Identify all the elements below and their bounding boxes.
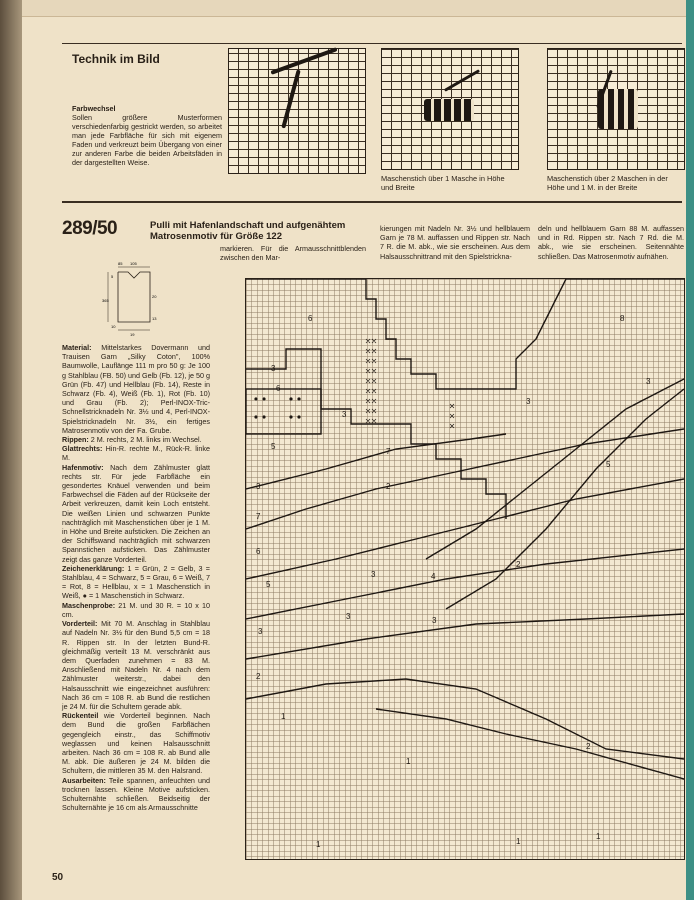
section-divider — [62, 201, 682, 203]
instructions-column-3: kierungen mit Nadeln Nr. 3½ und hellblauem Garn je 78 M. auffassen und Rippen str. Nach 7 R. die M. abk., wie sie erscheinen. Aus dem Halsausschnittrand mit den Spielstrickna- — [380, 224, 530, 261]
page-top-band — [22, 0, 686, 17]
schem-label-8: 10 — [111, 324, 116, 329]
pattern-title: Pulli mit Hafenlandschaft und aufgenähtem Matrosenmotiv für Größe 122 — [150, 220, 346, 242]
color-change-body: Sollen größere Musterformen verschiedenfarbig gestrickt werden, so arbeitet man jede Farbfläche für sich mit eigenem Faden und verkreuzt beim Übergang von einer zur anderen Farbe die beiden Arbeitsfäden in der dargestellten Weise. — [72, 113, 222, 167]
instruction-label: Vorderteil: — [62, 619, 98, 629]
instruction-label: Material: — [62, 343, 92, 352]
chart-color-label: 5 — [271, 442, 276, 451]
instruction-label: Glattrechts: — [62, 444, 103, 454]
chart-color-label: 6 — [256, 547, 261, 556]
illustration-duplicate-stitch-2 — [547, 48, 685, 170]
chart-color-label: 2 — [586, 742, 591, 751]
instruction-text: Mittelstarkes Dovermann und Trauisen Garn „Silky Coton", 100% Baumwolle, Lauflänge 111 m pro 50 g: Je 100 g Stahlblau (FB. 50) und Gelb (Fb. 12), je 50 g Grün (Fb. 47) und Hellblau (Fb. 14), Reste in Schwarz (Fb. 4), Weiß (Fb. 1), Rot (Fb. 10) und Grau (Fb. 2); Perl-INOX-Tric-Schnellstricknadeln Nr. 3½ und 4, Perl-INOX-Spielstricknadeln Nr. 3½, ein fertiges Matrosenmotiv von der Fa. Grube. — [62, 343, 210, 435]
instructions-column-2: markieren. Für die Armausschnittblenden zwischen den Mar- — [220, 244, 366, 263]
instruction-label: Rippen: — [62, 435, 89, 445]
instruction-paragraph — [62, 463, 210, 564]
chart-color-label: 1 — [406, 757, 411, 766]
instruction-paragraph — [62, 601, 210, 619]
instruction-text: Mit 70 M. Anschlag in Stahlblau auf Nadeln Nr. 3½ für den Bund 5,5 cm = 18 R. Rippen str. In der letzten Bund-R. gleichmäßig verteilt 13 M. verschränkt aus dem Querfaden zunehmen = 83 M. Anschließend mit Nadeln Nr. 4 nach dem Zählmuster weiterstr., dabei den Halsausschnitt wie eingezeichnet ausführen: Nach 36 cm = 108 R. ab Bund die restlichen je 24 M. für die Schultern gerade abk. — [62, 619, 210, 711]
chart-color-label: 6 — [308, 314, 313, 323]
instruction-paragraph — [62, 444, 210, 462]
chart-color-label: 1 — [316, 840, 321, 849]
chart-color-label: 5 — [606, 460, 611, 469]
garment-schematic — [100, 262, 170, 337]
chart-color-label: 7 — [386, 447, 391, 456]
instruction-text: Hin-R. rechte M., Rück-R. linke M. — [62, 444, 210, 463]
chart-color-label: 3 — [371, 570, 376, 579]
instruction-label: Hafenmotiv: — [62, 462, 104, 472]
caption-1: Maschenstich über 1 Masche in Höhe und Breite — [381, 174, 505, 192]
chart-color-label: 3 — [432, 616, 437, 625]
chart-color-label: 3 — [526, 397, 531, 406]
schem-label-2: 105 — [130, 262, 137, 266]
schem-label-7: 19 — [130, 332, 135, 337]
instruction-text: 21 M. und 30 R. = 10 x 10 cm. — [62, 600, 210, 619]
instruction-label: Maschenprobe: — [62, 600, 116, 610]
pattern-number: 289/50 — [62, 218, 118, 239]
chart-color-label: 3 — [271, 364, 276, 373]
instruction-label: Rückenteil — [62, 711, 99, 721]
instruction-label: Ausarbeiten: — [62, 775, 106, 785]
instructions-column-1 — [62, 343, 210, 812]
instruction-text: 1 = Grün, 2 = Gelb, 3 = Stahlblau, 4 = Schwarz, 5 = Grau, 6 = Weiß, 7 = Rot, 8 = Hellblau, x = 1 Maschenstich in Weiß, ● = 1 Maschenstich in Schwarz. — [62, 563, 210, 601]
top-rule — [62, 43, 682, 44]
knitting-chart — [245, 278, 685, 860]
instructions-column-4: deln und hellblauem Garn 88 M. auffassen und in Rd. Rippen str. Nach 7 Rd. die M. abk., wie sie erscheinen. Seitennähte schließen. Das Matrosenmotiv aufnähen. — [538, 224, 684, 261]
instruction-paragraph — [62, 776, 210, 813]
chart-color-label: 3 — [346, 612, 351, 621]
instruction-label: Zeichenerklärung: — [62, 563, 125, 573]
instruction-text: Nach dem Zählmuster glatt rechts str. Für jede Farbfläche ein gesondertes Knäuel verwenden und beim Farbwechsel die Fäden auf der Rückseite der Arbeit verkreuzen, damit kein Loch entsteht. Die weißen Linien und schwarzen Punkte nachträglich mit Maschenstichen über je 1 M. in Höhe und Breite aufsticken. Die Zeichen an der Schiffswand nachträglich mit schwarzen Spannstichen aufsticken. Das Zählmuster zeigt das ganze Vorderteil. — [62, 462, 210, 564]
book-binding-edge — [0, 0, 22, 900]
chart-color-label: 3 — [256, 482, 261, 491]
instruction-text: wie Vorderteil beginnen. Nach dem Bund die großen Farbflächen gegengleich einstr., das Schiffmotiv weglassen und keinen Halsausschnitt arbeiten. Nach 36 cm = 108 R. ab Bund alle M. abk. Die äußeren je 24 M. bilden die Schultern, die mittleren 35 M. den Halsrand. — [62, 711, 210, 776]
chart-color-label: 3 — [646, 377, 651, 386]
illustration-color-change — [228, 48, 366, 174]
chart-color-label: 2 — [256, 672, 261, 681]
chart-color-label: 1 — [596, 832, 601, 841]
chart-lines — [246, 279, 684, 859]
caption-2: Maschenstich über 2 Maschen in der Höhe und 1 M. in der Breite — [547, 174, 668, 192]
chart-color-label: 1 — [281, 712, 286, 721]
chart-color-label: 3 — [342, 410, 347, 419]
schem-label-5: 20 — [152, 294, 157, 299]
instruction-text: 2 M. rechts, 2 M. links im Wechsel. — [88, 435, 202, 445]
instruction-paragraph — [62, 435, 210, 444]
instruction-paragraph — [62, 564, 210, 601]
chart-color-label: 4 — [431, 572, 436, 581]
chart-color-label: 3 — [258, 627, 263, 636]
binding-strip — [686, 0, 694, 900]
instruction-paragraph — [62, 343, 210, 435]
subheading: Farbwechsel — [72, 104, 116, 113]
chart-color-label: 1 — [516, 837, 521, 846]
section-heading: Technik im Bild — [72, 52, 160, 66]
chart-color-label: 8 — [620, 314, 625, 323]
schem-label-6: 13 — [152, 316, 157, 321]
color-change-text — [72, 104, 222, 167]
schem-label-3: 5 — [111, 274, 114, 279]
chart-color-label: 2 — [386, 482, 391, 491]
chart-color-label: 5 — [266, 580, 271, 589]
schem-label-4: 365 — [102, 298, 109, 303]
chart-color-label: 7 — [256, 512, 261, 521]
instruction-text: Teile spannen, anfeuchten und trocknen lassen. Kleine Motive aufsticken. Schulternähte schließen. Beidseitig der Schulternähte je 16 cm als Armausschnitte — [62, 775, 210, 813]
illustration-duplicate-stitch-1 — [381, 48, 519, 170]
schem-label-1: 85 — [118, 262, 123, 266]
page-number: 50 — [52, 872, 64, 883]
instruction-paragraph — [62, 711, 210, 775]
instruction-paragraph — [62, 619, 210, 711]
chart-color-label: 6 — [276, 384, 281, 393]
chart-color-label: 2 — [516, 560, 521, 569]
